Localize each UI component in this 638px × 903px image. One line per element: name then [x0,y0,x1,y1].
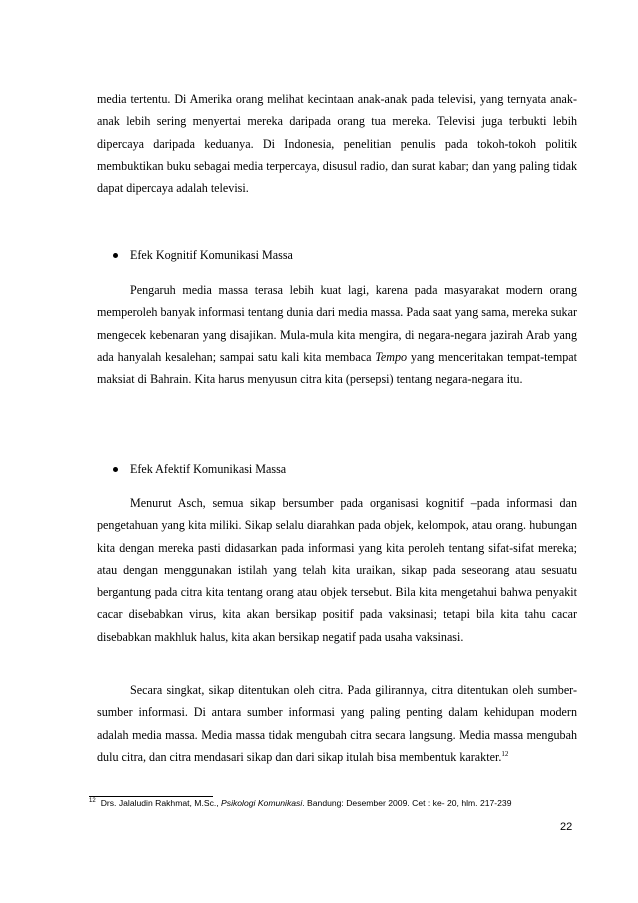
paragraph-efek-afektif: Menurut Asch, semua sikap bersumber pada organisasi kognitif –pada informasi dan pengetahuan yang kita miliki. Sikap selalu diarahkan pada objek, kelompok, atau orang. hubungan kita dengan mereka pasti didasarkan pada informasi yang kita peroleh tentang sifat-sifat mereka; atau dengan menggunakan istilah yang telah kita uraikan, sikap pada seseorang atau sesuatu bergantung pada citra kita tentang orang atau objek tersebut. Bila kita mengetahui bahwa penyakit cacar disebabkan virus, kita akan bersikap positif pada vaksinasi; tetapi bila kita tahu cacar disebabkan makhluk halus, kita akan bersikap negatif pada usaha vaksinasi. [97,496,577,644]
bullet-efek-kognitif-label: Efek Kognitif Komunikasi Massa [130,248,293,262]
footnote-number: 12 [89,798,96,805]
paragraph-efek-kognitif-text-2: yang menceritakan tempat-tempat maksiat di Bahrain. Kita harus menyusun citra kita (persepsi) tentang negara-negara itu. [97,349,578,387]
paragraph-efek-kognitif [97,279,577,390]
footnote [89,796,589,810]
paragraph-sikap-citra-text: Secara singkat, sikap ditentukan oleh citra. Pada gilirannya, citra ditentukan oleh sumber-sumber informasi. Di antara sumber informasi yang paling penting dalam kehidupan modern adalah media massa. Media massa tidak mengubah citra secara langsung. Media massa mengubah dulu citra, dan citra mendasari sikap dan dari sikap itulah bisa membentuk karakter. [97,683,577,764]
paragraph-sikap-citra [97,679,577,768]
bullet-efek-afektif [113,459,286,479]
paragraph-media-trust: media tertentu. Di Amerika orang melihat kecintaan anak-anak pada televisi, yang ternyata anak-anak lebih sering menyertai mereka daripada orang tua mereka. Televisi juga terbukti lebih dipercaya daripada keduanya. Di Indonesia, penelitian penulis pada tokoh-tokoh politik membuktikan buku sebagai media terpercaya, disusul radio, dan surat kabar; dan yang paling tidak dapat dipercaya adalah televisi. [97,92,577,196]
page-number: 22 [560,821,573,833]
bullet-efek-afektif-label: Efek Afektif Komunikasi Massa [130,462,287,476]
bullet-efek-kognitif [113,245,293,265]
footnote-title: Psikologi Komunikasi [221,798,303,808]
bullet-dot-icon [113,467,118,472]
footnote-text-1: Drs. Jalaludin Rakhmat, M.Sc., [100,798,222,808]
paragraph-efek-kognitif-text-1: Pengaruh media massa terasa lebih kuat lagi, karena pada masyarakat modern orang memperoleh banyak informasi tentang dunia dari media massa. Pada saat yang sama, mereka sukar mengecek kebenaran yang disajikan. Mula-mula kita mengira, di negara-negara jazirah Arab yang ada hanyalah kesalehan; sampai satu kali kita membaca [97,283,577,364]
footnote-reference: 12 [501,749,509,758]
footnote-text-2: . Bandung: Desember 2009. Cet : ke- 20, hlm. 217-239 [302,798,512,808]
paragraph-efek-kognitif-italic: Tempo [375,349,408,364]
bullet-dot-icon [113,253,118,258]
